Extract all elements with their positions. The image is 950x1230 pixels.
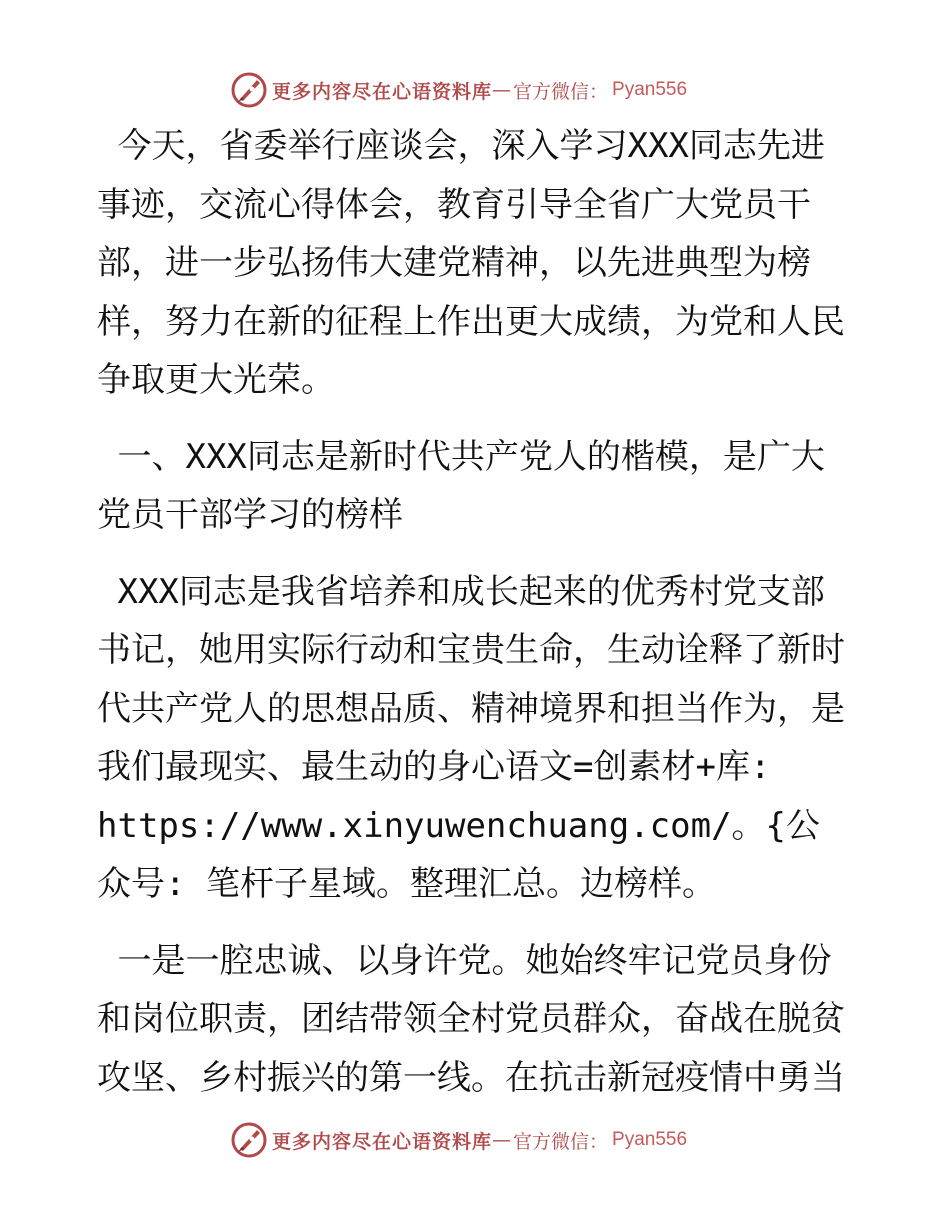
wechat-id: Pyan556 bbox=[612, 1129, 688, 1150]
banner-dash: — bbox=[492, 79, 512, 101]
wechat-label: 官方微信： bbox=[513, 80, 609, 103]
paragraph-body-2: 一是一腔忠诚、以身许党。她始终牢记党员身份和岗位职责，团结带领全村党员群众，奋战在脱贫攻坚、乡村振兴的第一线。在抗击新冠疫情中勇当 bbox=[97, 940, 845, 1098]
document-body bbox=[97, 117, 849, 1125]
wechat-label: 官方微信： bbox=[513, 1130, 609, 1153]
section-heading-1: 一、XXX同志是新时代共产党人的楷模，是广大党员干部学习的榜样 bbox=[97, 436, 825, 535]
header-watermark-banner bbox=[230, 70, 710, 110]
footer-watermark-banner bbox=[230, 1120, 710, 1160]
banner-text: 更多内容尽在心语资料库 bbox=[272, 1130, 493, 1153]
quill-pen-logo-icon bbox=[230, 71, 268, 109]
quill-pen-logo-icon bbox=[230, 1121, 268, 1159]
banner-text: 更多内容尽在心语资料库 bbox=[272, 80, 493, 103]
wechat-id: Pyan556 bbox=[612, 79, 688, 100]
paragraph-body-1: XXX同志是我省培养和成长起来的优秀村党支部书记，她用实际行动和宝贵生命，生动诠释了新时代共产党人的思想品质、精神境界和担当作为，是我们最现实、最生动的身心语文=创素材+库: https://www.xinyuwenchuang.com/。{公众号: 笔杆子星域。整理汇总。边榜样。 bbox=[97, 571, 845, 904]
paragraph-intro: 今天，省委举行座谈会，深入学习XXX同志先进事迹，交流心得体会，教育引导全省广大党员干部，进一步弘扬伟大建党精神，以先进典型为榜样，努力在新的征程上作出更大成绩，为党和人民争取更大光荣。 bbox=[97, 126, 845, 400]
banner-dash: — bbox=[492, 1129, 512, 1151]
